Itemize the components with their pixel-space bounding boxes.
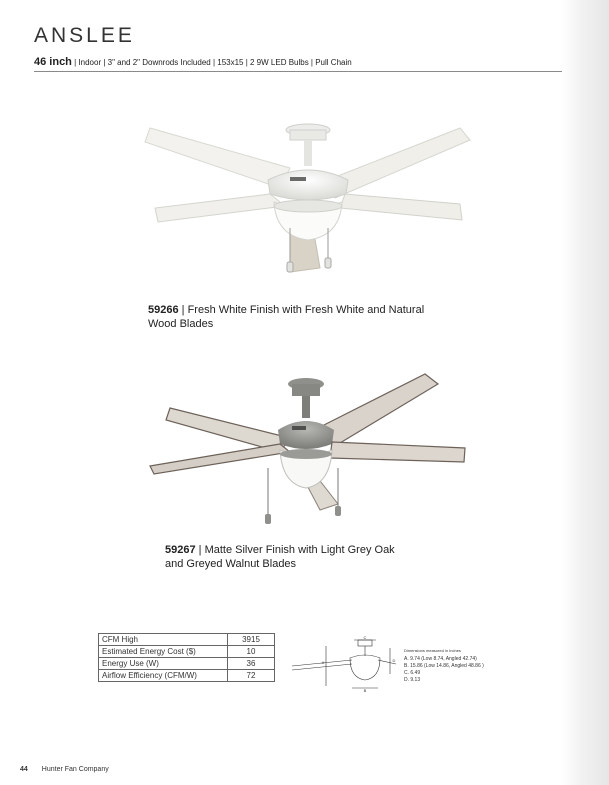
dimensions-heading: Dimensions measured in Inches (404, 648, 461, 653)
spec-label: Energy Use (W) (99, 658, 228, 670)
company-name: Hunter Fan Company (41, 766, 109, 773)
dimension-label-d: D (392, 658, 396, 663)
header-divider (34, 71, 562, 72)
fan-size: 46 inch (34, 56, 72, 68)
table-row (99, 658, 275, 670)
spec-label: Estimated Energy Cost ($) (99, 646, 228, 658)
product-subtitle (34, 56, 352, 68)
model-number: 59266 (148, 304, 179, 316)
spec-value: 72 (228, 670, 275, 682)
dimension-diagram (290, 634, 400, 694)
spec-value: 36 (228, 658, 275, 670)
specs-table (98, 633, 275, 682)
caption-59266 (148, 303, 424, 331)
spec-value: 10 (228, 646, 275, 658)
spec-label: CFM High (99, 634, 228, 646)
caption-59267 (165, 543, 395, 571)
dimensions-legend (404, 647, 484, 684)
finish-description-cont: and Greyed Walnut Blades (165, 558, 297, 570)
page-footer (20, 766, 109, 773)
table-row (99, 670, 275, 682)
model-number: 59267 (165, 544, 196, 556)
dimension-item: C. 6.49 (404, 670, 421, 676)
dimension-item: D. 9.13 (404, 677, 421, 683)
dimension-label-a: A (321, 660, 325, 665)
table-row (99, 634, 275, 646)
page-number: 44 (20, 766, 28, 773)
finish-description: | Fresh White Finish with Fresh White and Natural (178, 304, 425, 316)
finish-description-cont: Wood Blades (148, 318, 214, 330)
page-edge-shadow (561, 0, 609, 785)
fan-image-white (140, 98, 480, 288)
product-title: ANSLEE (34, 24, 135, 47)
dimension-item: A. 9.74 (Low 8.74, Angled 42.74) (404, 656, 477, 662)
fan-image-silver (140, 368, 480, 538)
dimension-label-c: C (363, 635, 367, 640)
spec-value: 3915 (228, 634, 275, 646)
table-row (99, 646, 275, 658)
dimension-item: B. 15.86 (Low 14.86, Angled 48.86 ) (404, 663, 484, 669)
finish-description: | Matte Silver Finish with Light Grey Oak (195, 544, 395, 556)
dimension-label-b: B (363, 688, 367, 693)
spec-label: Airflow Efficiency (CFM/W) (99, 670, 228, 682)
feature-list: | Indoor | 3" and 2" Downrods Included | 153x15 | 2 9W LED Bulbs | Pull Chain (71, 58, 352, 67)
